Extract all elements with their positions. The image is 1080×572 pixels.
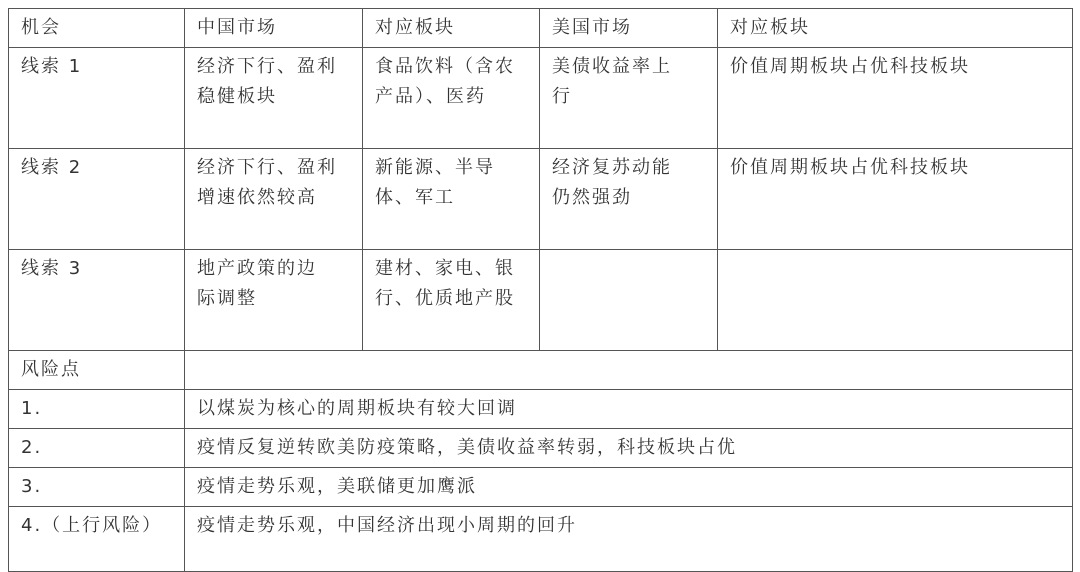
- us-market-cell: [540, 48, 718, 149]
- cell-line: 稳健板块: [197, 86, 277, 107]
- clue-name: 线索 1: [9, 48, 185, 149]
- risk-text: 疫情反复逆转欧美防疫策略，美债收益率转弱，科技板块占优: [185, 429, 1073, 468]
- risk-number: 2.: [9, 429, 185, 468]
- china-market-cell: [185, 250, 363, 351]
- cell-line: 仍然强劲: [552, 187, 632, 208]
- header-cell-us-market: 美国市场: [540, 9, 718, 48]
- header-cell-opportunity: 机会: [9, 9, 185, 48]
- risk-header-row: [9, 351, 1073, 390]
- clue-name: 线索 3: [9, 250, 185, 351]
- cell-line: 建材、家电、银: [375, 258, 515, 279]
- us-sector-cell: [718, 48, 1073, 149]
- header-row: [9, 9, 1073, 48]
- risk-row: [9, 507, 1073, 572]
- risk-text: 疫情走势乐观，中国经济出现小周期的回升: [185, 507, 1073, 572]
- risk-header: 风险点: [9, 351, 185, 390]
- cell-line: 经济下行、盈利: [197, 56, 337, 77]
- cell-line: 地产政策的边: [197, 258, 317, 279]
- us-market-cell: [540, 149, 718, 250]
- cell-line: 新能源、半导: [375, 157, 495, 178]
- cell-line: 美债收益率上: [552, 56, 672, 77]
- opportunity-risk-table: [8, 8, 1073, 572]
- clue-row: [9, 149, 1073, 250]
- clue-name: 线索 2: [9, 149, 185, 250]
- header-cell-us-sector: 对应板块: [718, 9, 1073, 48]
- risk-text: 疫情走势乐观，美联储更加鹰派: [185, 468, 1073, 507]
- cell-line: 产品）、医药: [375, 86, 486, 107]
- cell-line: 行: [552, 86, 572, 107]
- risk-row: [9, 390, 1073, 429]
- header-cell-china-market: 中国市场: [185, 9, 363, 48]
- china-sector-cell: [363, 48, 540, 149]
- cell-line: 价值周期板块占优科技板块: [730, 56, 970, 77]
- risk-number: 3.: [9, 468, 185, 507]
- cell-line: 价值周期板块占优科技板块: [730, 157, 970, 178]
- china-sector-cell: [363, 250, 540, 351]
- header-cell-china-sector: 对应板块: [363, 9, 540, 48]
- clue-row: [9, 48, 1073, 149]
- china-sector-cell: [363, 149, 540, 250]
- china-market-cell: [185, 48, 363, 149]
- cell-line: 际调整: [197, 288, 257, 309]
- cell-line: 食品饮料（含农: [375, 56, 515, 77]
- cell-line: 行、优质地产股: [375, 288, 515, 309]
- clue-row: [9, 250, 1073, 351]
- china-market-cell: [185, 149, 363, 250]
- risk-row: [9, 429, 1073, 468]
- us-market-cell: [540, 250, 718, 351]
- cell-line: 体、军工: [375, 187, 455, 208]
- risk-row: [9, 468, 1073, 507]
- risk-number: 1.: [9, 390, 185, 429]
- cell-line: 增速依然较高: [197, 187, 317, 208]
- cell-line: 经济复苏动能: [552, 157, 672, 178]
- us-sector-cell: [718, 149, 1073, 250]
- risk-text: 以煤炭为核心的周期板块有较大回调: [185, 390, 1073, 429]
- risk-number: 4.（上行风险）: [9, 507, 185, 572]
- us-sector-cell: [718, 250, 1073, 351]
- cell-line: 经济下行、盈利: [197, 157, 337, 178]
- risk-header-blank: [185, 351, 1073, 390]
